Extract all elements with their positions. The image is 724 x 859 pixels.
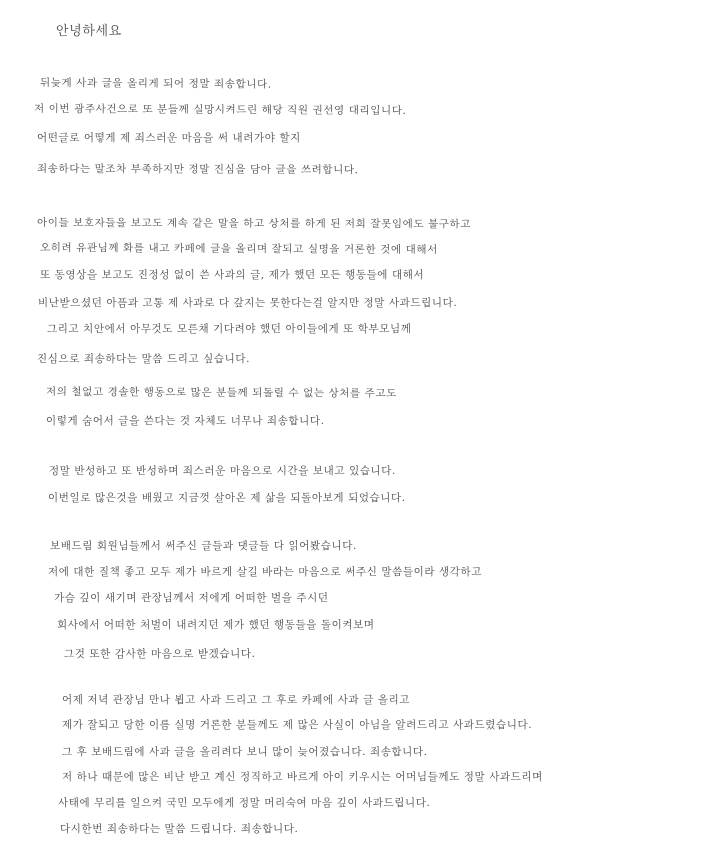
- letter-line: 보배드림 회원님들께서 써주신 글들과 댓글들 다 읽어봤습니다.: [50, 540, 357, 552]
- letter-line: 제가 잘되고 당한 이름 실명 거론한 분들께도 제 많은 사실이 아님을 알려드리고 사과드렸습니다.: [62, 719, 533, 731]
- letter-line: 이번일로 많은것을 배웠고 지금껏 살아온 제 삶을 되돌아보게 되었습니다.: [48, 492, 406, 504]
- letter-line: 오히려 유관님께 화를 내고 카페에 글을 올리며 잘되고 실명을 거론한 것에 대해서: [39, 242, 438, 257]
- letter-line: 뒤늦게 사과 글을 올리게 되어 정말 죄송합니다.: [39, 77, 272, 91]
- letter-line: 진심으로 죄송하다는 말씀 드리고 싶습니다.: [37, 353, 251, 365]
- letter-line: 그 후 보배드림에 사과 글을 올리려다 보니 많이 늦어졌습니다. 죄송합니다.: [62, 746, 428, 758]
- letter-line: 가슴 깊이 새기며 관장님께서 저에게 어떠한 벌을 주시던: [54, 592, 329, 604]
- letter-line: 저에 대한 질책 좋고 모두 제가 바르게 살길 바라는 마음으로 써주신 말씀들이라 생각하고: [48, 566, 482, 578]
- letter-line: 어떤글로 어떻게 제 죄스러운 마음을 써 내려가야 할지: [37, 132, 301, 144]
- letter-line: 사태에 무리를 일으켜 국민 모두에게 정말 머리숙여 마음 깊이 사과드립니다.: [58, 797, 431, 809]
- letter-line: 죄송하다는 말조차 부족하지만 정말 진심을 담아 글을 쓰려합니다.: [36, 163, 359, 177]
- letter-greeting: 안녕하세요: [56, 24, 122, 39]
- letter-line: 비난받으셨던 아픔과 고통 제 사과로 다 갚지는 못한다는걸 알지만 정말 사과드립니다.: [38, 297, 458, 309]
- letter-line: 회사에서 어떠한 처벌이 내려지던 제가 했던 행동들을 돌이켜보며: [57, 619, 375, 631]
- letter-line: 또 동영상을 보고도 진정성 없이 쓴 사과의 글, 제가 했던 모든 행동들에 대해서: [40, 269, 425, 281]
- letter-line: 다시한번 죄송하다는 말씀 드립니다. 죄송합니다.: [60, 823, 299, 835]
- letter-line: 그것 또한 감사한 마음으로 받겠습니다.: [64, 648, 256, 660]
- letter-line: 저 이번 광주사건으로 또 분들께 실망시켜드린 해당 직원 권선영 대리입니다.: [33, 103, 407, 117]
- letter-line: 저 하나 때문에 많은 비난 받고 계신 정직하고 바르게 아이 키우시는 어머님들께도 정말 사과드리며: [62, 771, 543, 783]
- letter-line: 저의 철없고 경솔한 행동으로 많은 분들께 되돌릴 수 없는 상처를 주고도: [45, 386, 397, 400]
- letter-line: 정말 반성하고 또 반성하며 죄스러운 마음으로 시간을 보내고 있습니다.: [49, 465, 396, 477]
- letter-line: 아이들 보호자들을 보고도 계속 같은 말을 하고 상처를 하게 된 저희 잘못임에도 불구하고: [36, 217, 472, 231]
- letter-line: 이렇게 숨어서 글을 쓴다는 것 자체도 너무나 죄송합니다.: [46, 415, 325, 427]
- letter-line: 그리고 치안에서 아무것도 모른채 기다려야 했던 아이들에게 또 학부모님께: [47, 323, 412, 335]
- letter-line: 어제 저녁 관장님 만나 뵙고 사과 드리고 그 후로 카페에 사과 글 올리고: [62, 694, 411, 706]
